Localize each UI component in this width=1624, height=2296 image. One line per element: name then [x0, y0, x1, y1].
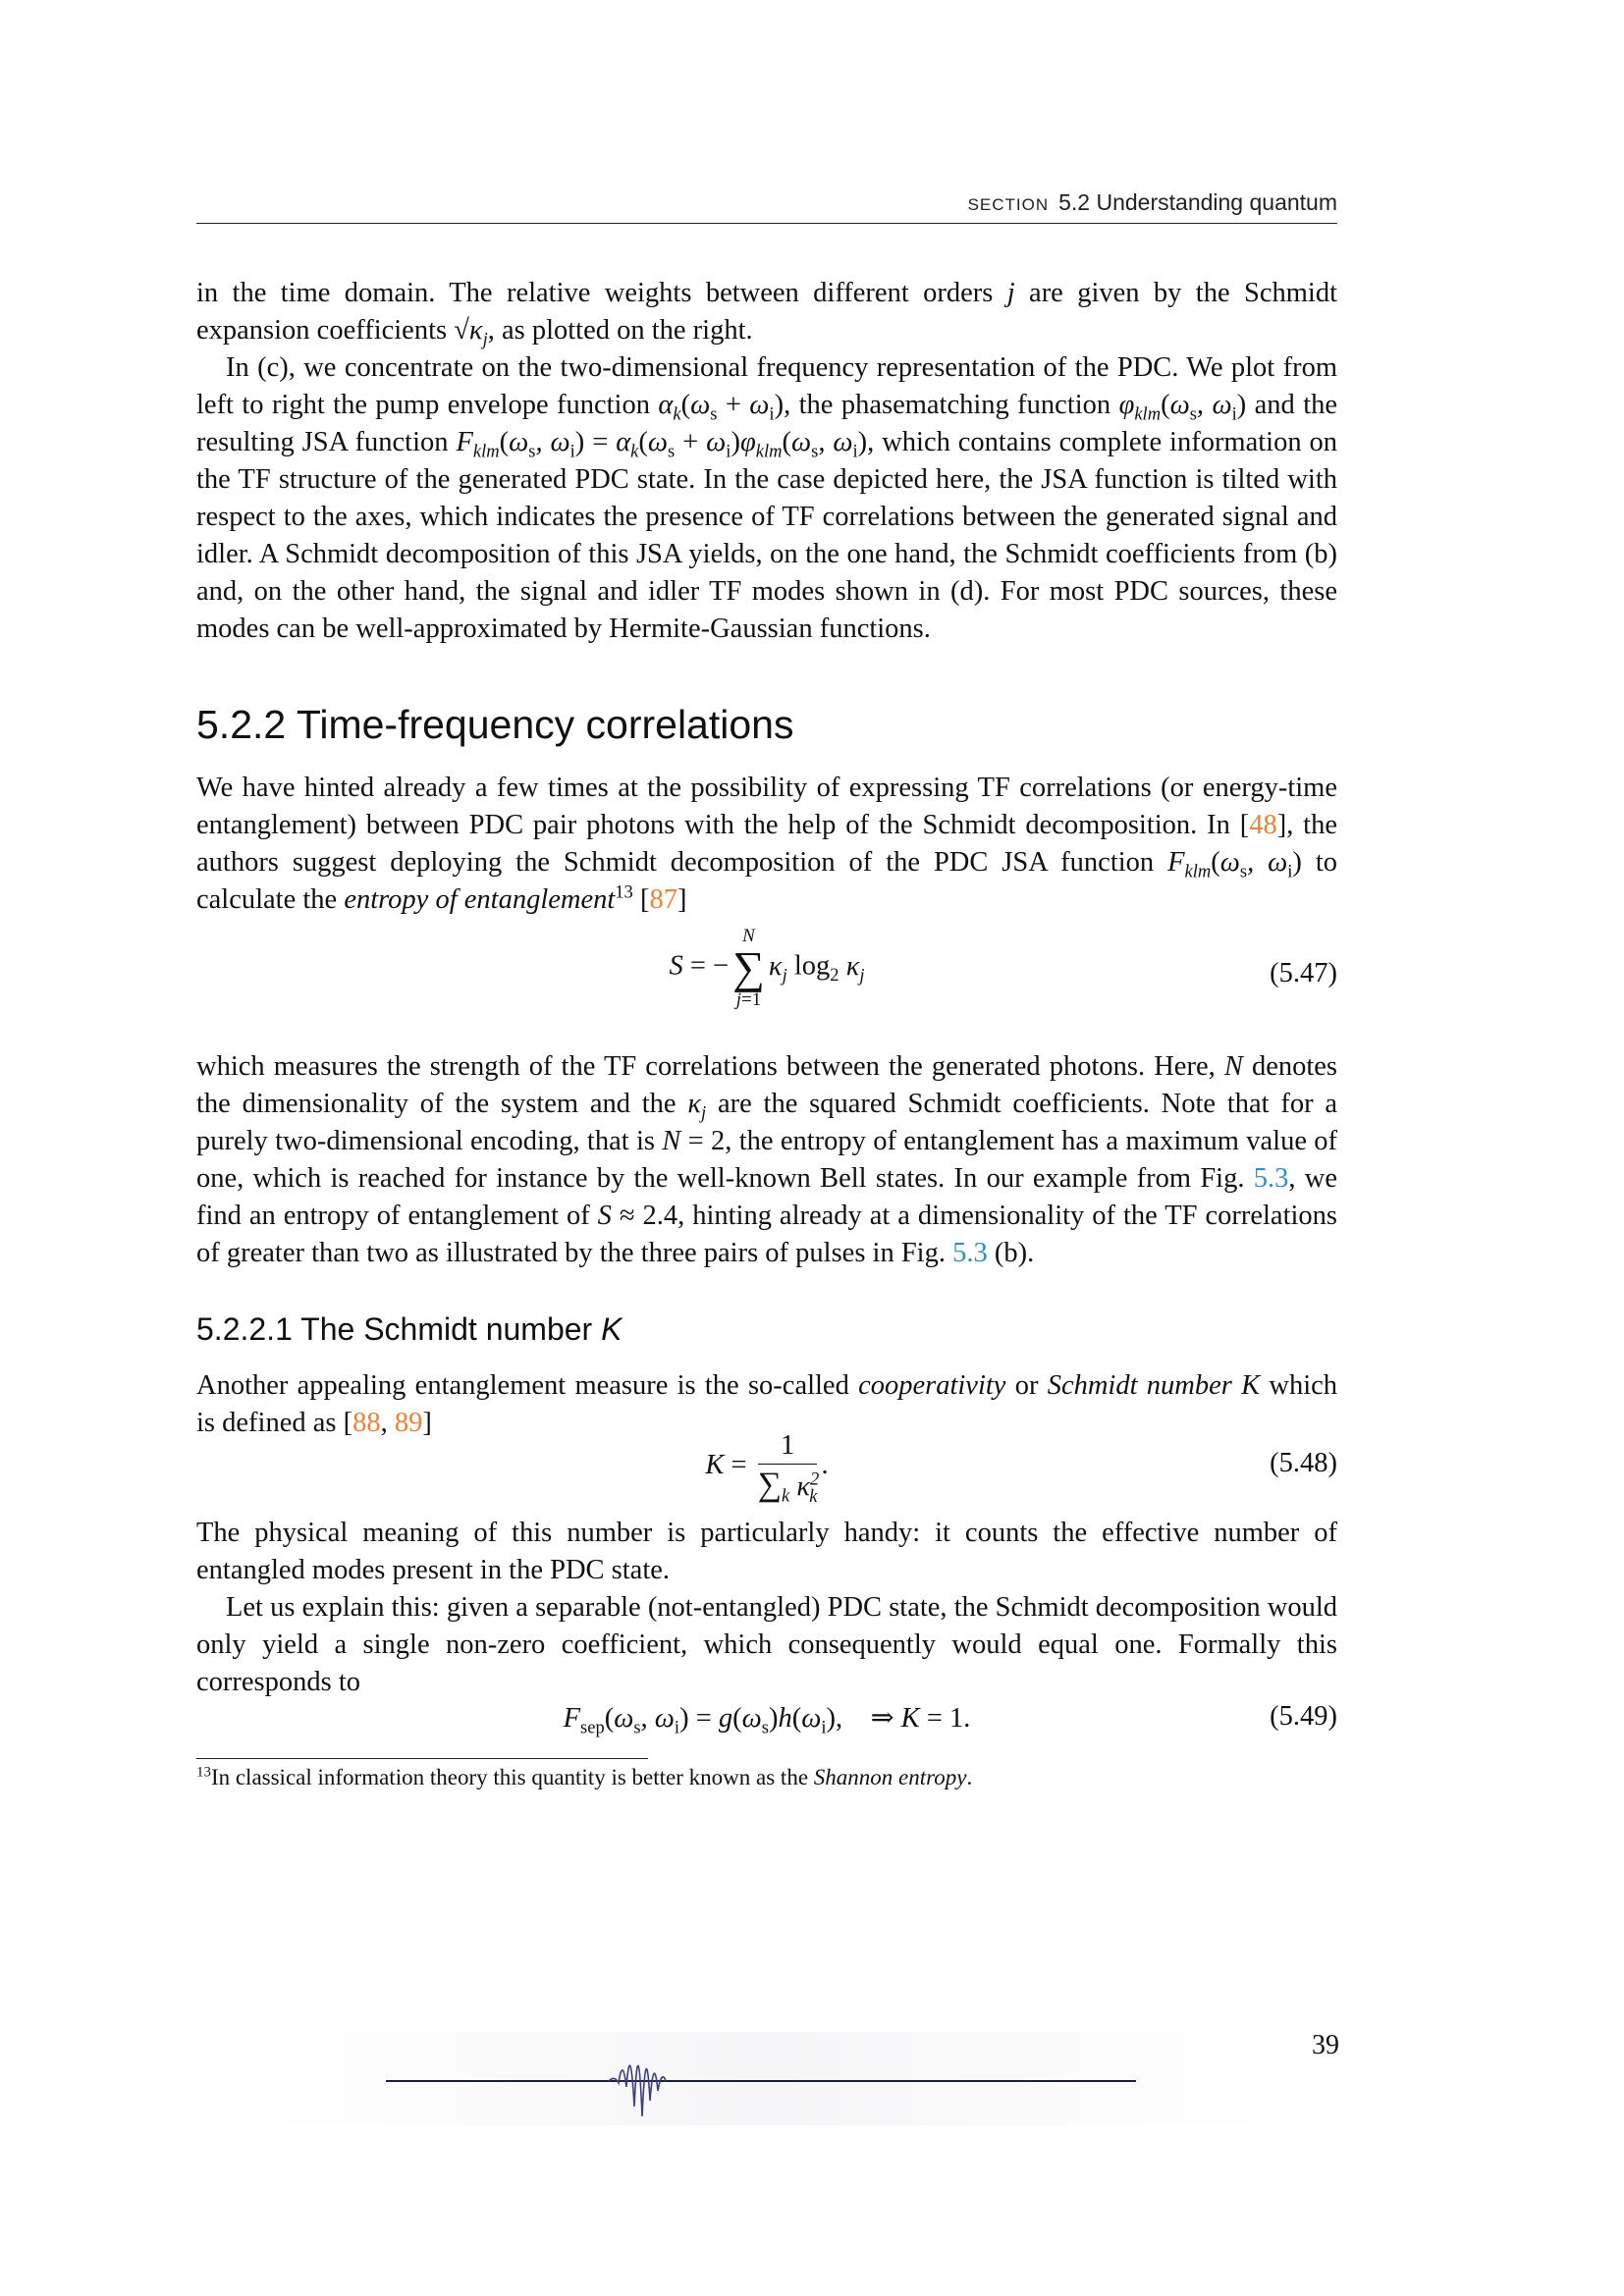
paragraph-schmidt-number: Another appealing entanglement measure is the so-called cooperativity or Schmidt number K which is defined as [88, 89]	[196, 1370, 1338, 1438]
equation-number: (5.47)	[1270, 958, 1337, 988]
footnote-divider	[196, 1758, 648, 1759]
figure-ref-5-3-b[interactable]: 5.3	[952, 1238, 988, 1268]
paragraph-separable: Let us explain this: given a separable (not-entangled) PDC state, the Schmidt decomposition would only yield a single non-zero coefficient, which consequently would equal one. Formally this corresponds to	[196, 1592, 1337, 1697]
footer-wave-decoration	[255, 2022, 1276, 2130]
citation-87[interactable]: 87	[649, 884, 677, 915]
footnote-13: $^{13}$In classical information theory this quantity is better known as the Shannon entropy.	[196, 1764, 973, 1789]
running-header	[196, 189, 1337, 224]
figure-ref-5-3[interactable]: 5.3	[1253, 1163, 1289, 1194]
subsection-heading-5-2-2-1: 5.2.2.1 The Schmidt number K	[196, 1311, 623, 1347]
header-section-title: 5.2 Understanding quantum	[1058, 189, 1337, 215]
paragraph-jsa: In (c), we concentrate on the two-dimensional frequency representation of the PDC. We plot from left to right the pump envelope function $\alpha_k(\omega_s + \omega_i)$, the phasematching function $\varphi_{klm}(\omega_s$, $\omega_i$) and the resulting JSA function $F_{klm}(\omega_s$, $\omega_i) = \alpha_k(\omega_s + \omega_i)\varphi_{klm}(\omega_s$, $\omega_i$), which contains complete information on the TF structure of the generated PDC state. In the case depicted here, the JSA function is tilted with respect to the axes, which indicates the presence of TF correlations between the generated signal and idler. A Schmidt decomposition of this JSA yields, on the one hand, the Schmidt coefficients from (b) and, on the other hand, the signal and idler TF modes shown in (d). For most PDC sources, these modes can be well-approximated by Hermite-Gaussian functions.	[196, 352, 1338, 644]
page-number: 39	[1312, 2030, 1339, 2060]
citation-48[interactable]: 48	[1249, 810, 1277, 840]
paragraph-entropy-intro: We have hinted already a few times at the possibility of expressing TF correlations (or energy-time entanglement) between PDC pair photons with the help of the Schmidt decomposition. In [48], the authors suggest deploying the Schmidt decomposition of the PDC JSA function $F_{klm}(\omega_s$, $\omega_i$) to calculate the entropy of entanglement$^{13}$ [87]	[196, 773, 1337, 915]
header-section-label: SECTION	[967, 195, 1050, 214]
paragraph-entropy-explained: which measures the strength of the TF correlations between the generated photons. Here, N denotes the dimensionality of the system and the $\kappa_j$ are the squared Schmidt coefficients. Note that for a purely two-dimensional encoding, that is N = 2, the entropy of entanglement has a maximum value of one, which is reached for instance by the well-known Bell states. In our example from Fig. 5.3, we find an entropy of entanglement of S ≈ 2.4, hinting already at a dimensionality of the TF correlations of greater than two as illustrated by the three pairs of pulses in Fig. 5.3 (b).	[196, 1051, 1338, 1268]
equation-5-47: S = − N ∑ j=1 $\kappa_j$ $\log_2 \kappa_j$ (5.47)	[669, 926, 1337, 1010]
footnote-mark[interactable]: 13	[615, 881, 633, 903]
equation-5-48: K = $\frac{1}{\sum_k \kappa^2_k}$ . (5.48)	[705, 1430, 1337, 1507]
paragraph-time-domain: in the time domain. The relative weights between different orders j are given by the Schmidt expansion coefficients $√\kappa_j$, as plotted on the right.	[196, 278, 1338, 350]
citation-88[interactable]: 88	[352, 1408, 381, 1438]
paragraph-physical-meaning: The physical meaning of this number is particularly handy: it counts the effective number of entangled modes present in the PDC state.	[196, 1518, 1337, 1585]
equation-number: (5.48)	[1270, 1448, 1337, 1478]
page-body	[196, 275, 1337, 1792]
equation-5-49: $F_{sep}(\omega_s$, $\omega_i) = g(\omega_s)h(\omega_i)$, ⇒ K = 1. (5.49)	[563, 1701, 1337, 1738]
citation-89[interactable]: 89	[394, 1408, 423, 1438]
section-heading-5-2-2: 5.2.2 Time-frequency correlations	[196, 702, 794, 747]
equation-number: (5.49)	[1270, 1701, 1337, 1732]
